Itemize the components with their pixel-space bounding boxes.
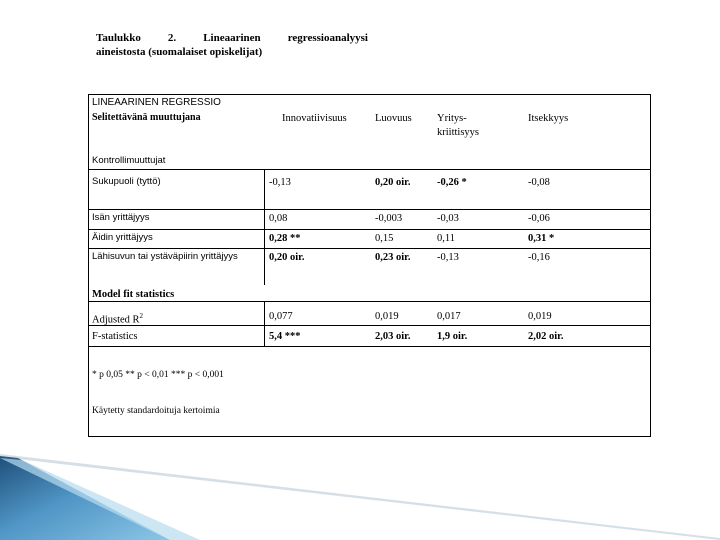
caption-word-1: Taulukko <box>96 32 141 44</box>
row-label-text: Adjusted R <box>92 314 140 326</box>
col-header-itsekkyys: Itsekkyys <box>528 113 569 124</box>
cell-value: 0,11 <box>437 233 455 244</box>
divider <box>89 325 650 326</box>
cell-value: 1,9 oir. <box>437 331 468 342</box>
divider <box>89 229 650 230</box>
divider <box>89 169 650 170</box>
caption-line-2: aineistosta (suomalaiset opiskelijat) <box>96 46 263 58</box>
cell-value: 2,02 oir. <box>528 331 564 342</box>
cell-value: 2,03 oir. <box>375 331 411 342</box>
col-header-yrityskriittisyys-line2: kriittisyys <box>437 127 480 138</box>
cell-value: 0,15 <box>375 233 394 244</box>
cell-value: 0,017 <box>437 311 461 322</box>
footnote-significance: * p 0,05 ** p < 0,01 *** p < 0,001 <box>92 370 224 380</box>
cell-value: -0,26 * <box>437 177 467 188</box>
col-header-luovuus: Luovuus <box>375 113 412 124</box>
caption-word-4: regressioanalyysi <box>287 32 368 44</box>
caption-word-3: Lineaarinen <box>203 32 261 44</box>
section-controls: Kontrollimuuttujat <box>92 155 166 166</box>
caption-word-2: 2. <box>167 32 177 44</box>
cell-value: 0,019 <box>528 311 552 322</box>
table-subtitle: Selitettävänä muuttujana <box>92 112 201 123</box>
table-caption <box>96 31 368 59</box>
table-title: LINEAARINEN REGRESSIO <box>92 97 221 108</box>
cell-value: 0,20 oir. <box>375 177 411 188</box>
section-fit: Model fit statistics <box>92 289 175 300</box>
divider <box>89 209 650 210</box>
row-label: Äidin yrittäjyys <box>92 232 153 243</box>
column-divider <box>264 301 265 346</box>
cell-value: -0,13 <box>269 177 291 188</box>
cell-value: -0,13 <box>437 252 459 263</box>
col-header-yrityskriittisyys: Yritys- <box>437 113 467 124</box>
cell-value: 0,20 oir. <box>269 252 305 263</box>
row-label: Lähisuvun tai ystäväpiirin yrittäjyys <box>92 251 238 262</box>
cell-value: -0,16 <box>528 252 550 263</box>
cell-value: -0,06 <box>528 213 550 224</box>
cell-value: 0,019 <box>375 311 399 322</box>
row-label: Isän yrittäjyys <box>92 212 150 223</box>
divider <box>89 346 650 347</box>
footnote-coefficients: Käytetty standardoituja kertoimia <box>92 406 220 416</box>
cell-value: 0,31 * <box>528 233 555 244</box>
cell-value: 0,08 <box>269 213 288 224</box>
column-divider <box>264 169 265 285</box>
divider <box>89 301 650 302</box>
row-label: Sukupuoli (tyttö) <box>92 176 161 187</box>
cell-value: 0,28 ** <box>269 233 301 244</box>
cell-value: 5,4 *** <box>269 331 301 342</box>
cell-value: 0,077 <box>269 311 293 322</box>
row-label: F-statistics <box>92 331 138 342</box>
superscript: 2 <box>139 312 144 320</box>
cell-value: -0,08 <box>528 177 550 188</box>
regression-table <box>88 94 651 437</box>
cell-value: 0,23 oir. <box>375 252 411 263</box>
divider <box>89 248 650 249</box>
cell-value: -0,03 <box>437 213 459 224</box>
col-header-innovatiivisuus: Innovatiivisuus <box>282 113 347 124</box>
cell-value: -0,003 <box>375 213 403 224</box>
decorative-wedge <box>0 440 720 540</box>
